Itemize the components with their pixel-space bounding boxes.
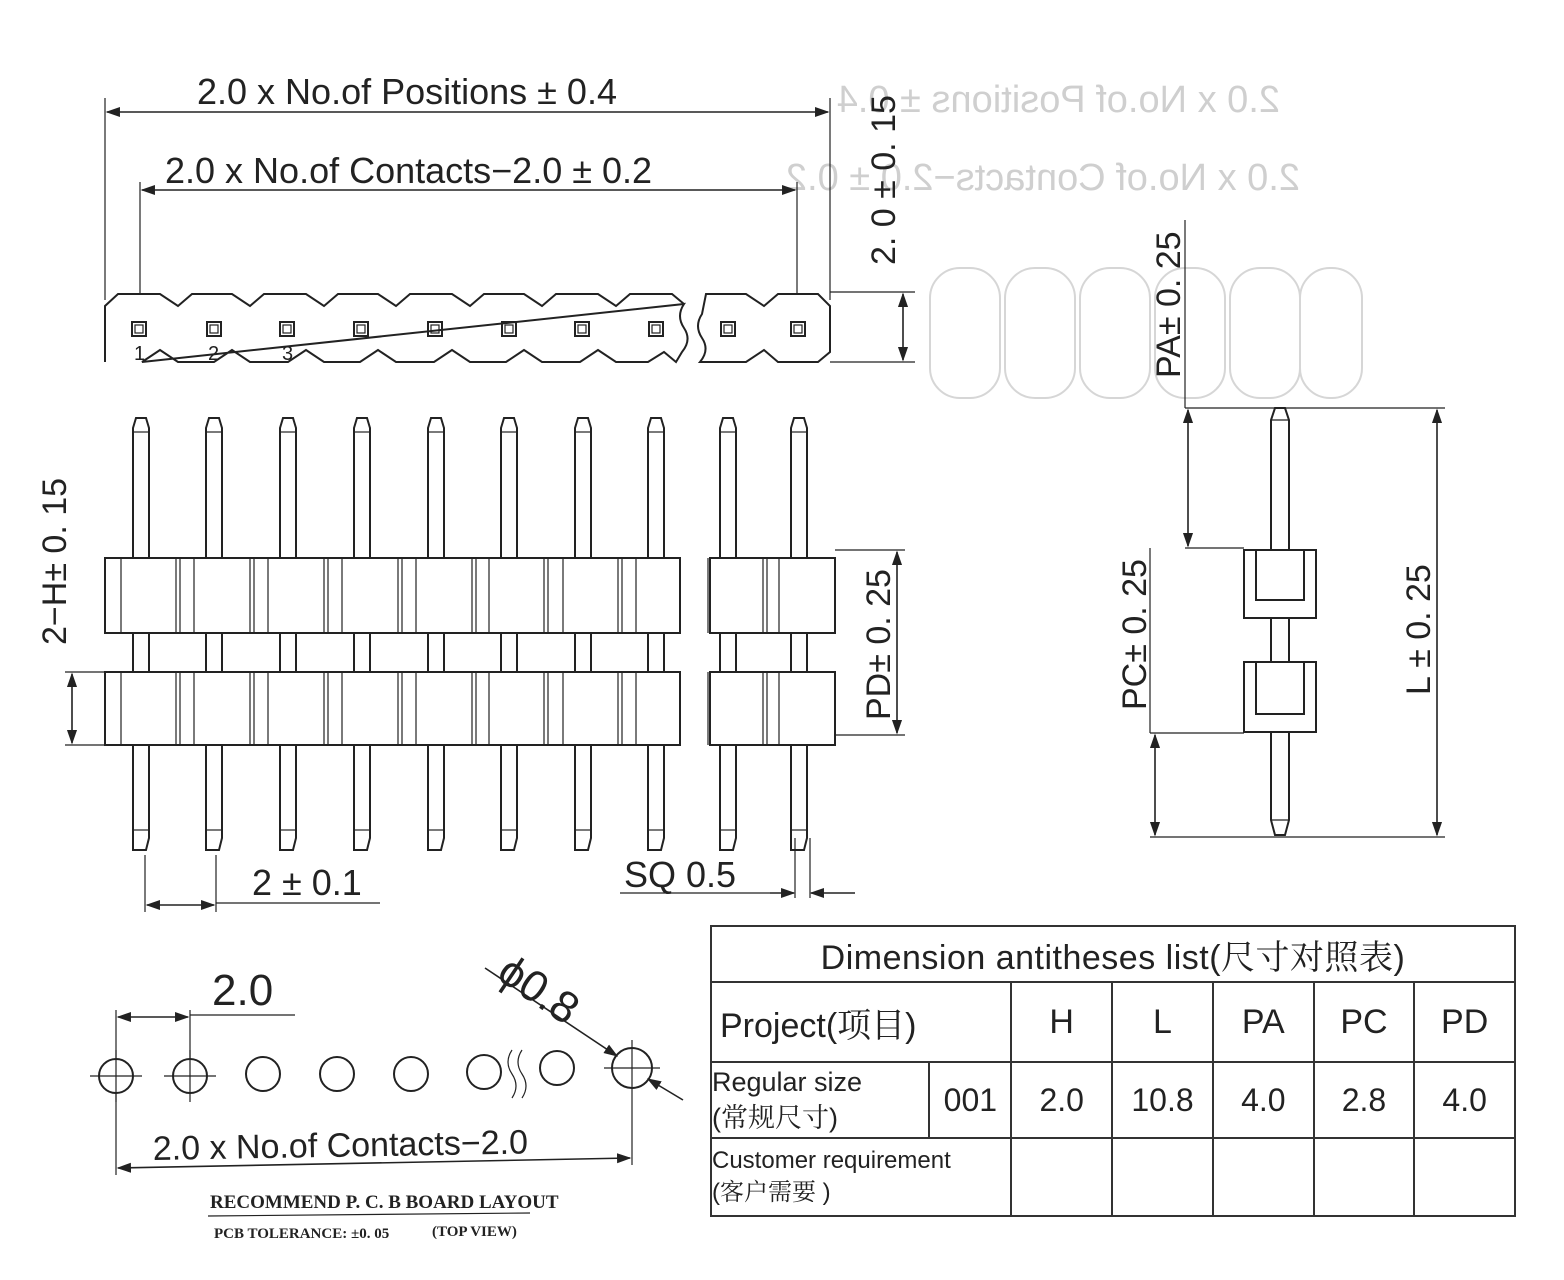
row-label-regular-line1: Regular size	[712, 1067, 863, 1097]
pcb-pitch-label: 2.0	[212, 966, 274, 1015]
pd-dim-label: PD± 0. 25	[860, 569, 898, 720]
row-label-customer-line1: Customer requirement	[712, 1147, 951, 1174]
top-view	[105, 71, 915, 365]
front-view	[36, 418, 905, 912]
row-label-customer-line2: (客户需要 )	[712, 1179, 831, 1206]
cell-h-custom	[1011, 1138, 1112, 1216]
cell-pa: 4.0	[1213, 1062, 1314, 1138]
cell-pa-custom	[1213, 1138, 1314, 1216]
row-label-regular-line2: (常规尺寸)	[712, 1103, 838, 1133]
ghost-contacts-text: 2.0 x No.of Contacts−2.0 ± 0.2	[785, 157, 1300, 199]
side-view	[1116, 220, 1445, 837]
col-header-l: L	[1112, 982, 1213, 1062]
col-header-pc: PC	[1314, 982, 1415, 1062]
contacts-dim-label: 2.0 x No.of Contacts−2.0 ± 0.2	[165, 150, 653, 191]
cell-pc-custom	[1314, 1138, 1415, 1216]
cell-pd-custom	[1414, 1138, 1515, 1216]
hole-dia-label: ϕ0.8	[489, 945, 588, 1035]
ghost-positions-text: 2.0 x No.of Positions ± 0.4	[836, 79, 1280, 121]
col-header-pd: PD	[1414, 982, 1515, 1062]
cell-pd: 4.0	[1414, 1062, 1515, 1138]
pin-number-1: 1	[134, 343, 146, 365]
cell-l: 10.8	[1112, 1062, 1213, 1138]
cell-h: 2.0	[1011, 1062, 1112, 1138]
width-dim-label: 2. 0 ± 0. 15	[865, 95, 903, 265]
sq-dim-label: SQ 0.5	[624, 854, 737, 895]
pcb-title: RECOMMEND P. C. B BOARD LAYOUT	[210, 1192, 559, 1213]
cell-l-custom	[1112, 1138, 1213, 1216]
dimension-table	[710, 925, 1516, 1217]
pitch-dim-label: 2 ± 0.1	[252, 862, 362, 903]
pcb-view-label: (TOP VIEW)	[432, 1224, 517, 1240]
row-code: 001	[929, 1062, 1011, 1138]
pcb-contacts-dim-label: 2.0 x No.of Contacts−2.0	[152, 1123, 529, 1168]
col-header-h: H	[1011, 982, 1112, 1062]
row-label-regular	[711, 1062, 929, 1138]
table-row-customer	[711, 1138, 1515, 1216]
table-row-regular	[711, 1062, 1515, 1138]
pcb-tolerance: PCB TOLERANCE: ±0. 05	[214, 1226, 390, 1242]
row-label-customer	[711, 1138, 1011, 1216]
l-dim-label: L ± 0. 25	[1400, 564, 1438, 695]
positions-dim-label: 2.0 x No.of Positions ± 0.4	[197, 71, 617, 112]
pin-number-2: 2	[208, 343, 220, 365]
pin-number-3: 3	[282, 343, 294, 365]
table-title: Dimension antitheses list(尺寸对照表)	[711, 926, 1515, 982]
pa-dim-label: PA± 0. 25	[1150, 231, 1188, 378]
h-dim-label: 2−H± 0. 15	[36, 477, 74, 645]
col-header-pa: PA	[1213, 982, 1314, 1062]
cell-pc: 2.8	[1314, 1062, 1415, 1138]
pcb-layout	[90, 946, 683, 1242]
pc-dim-label: PC± 0. 25	[1116, 559, 1154, 710]
project-header: Project(项目)	[711, 982, 1011, 1062]
